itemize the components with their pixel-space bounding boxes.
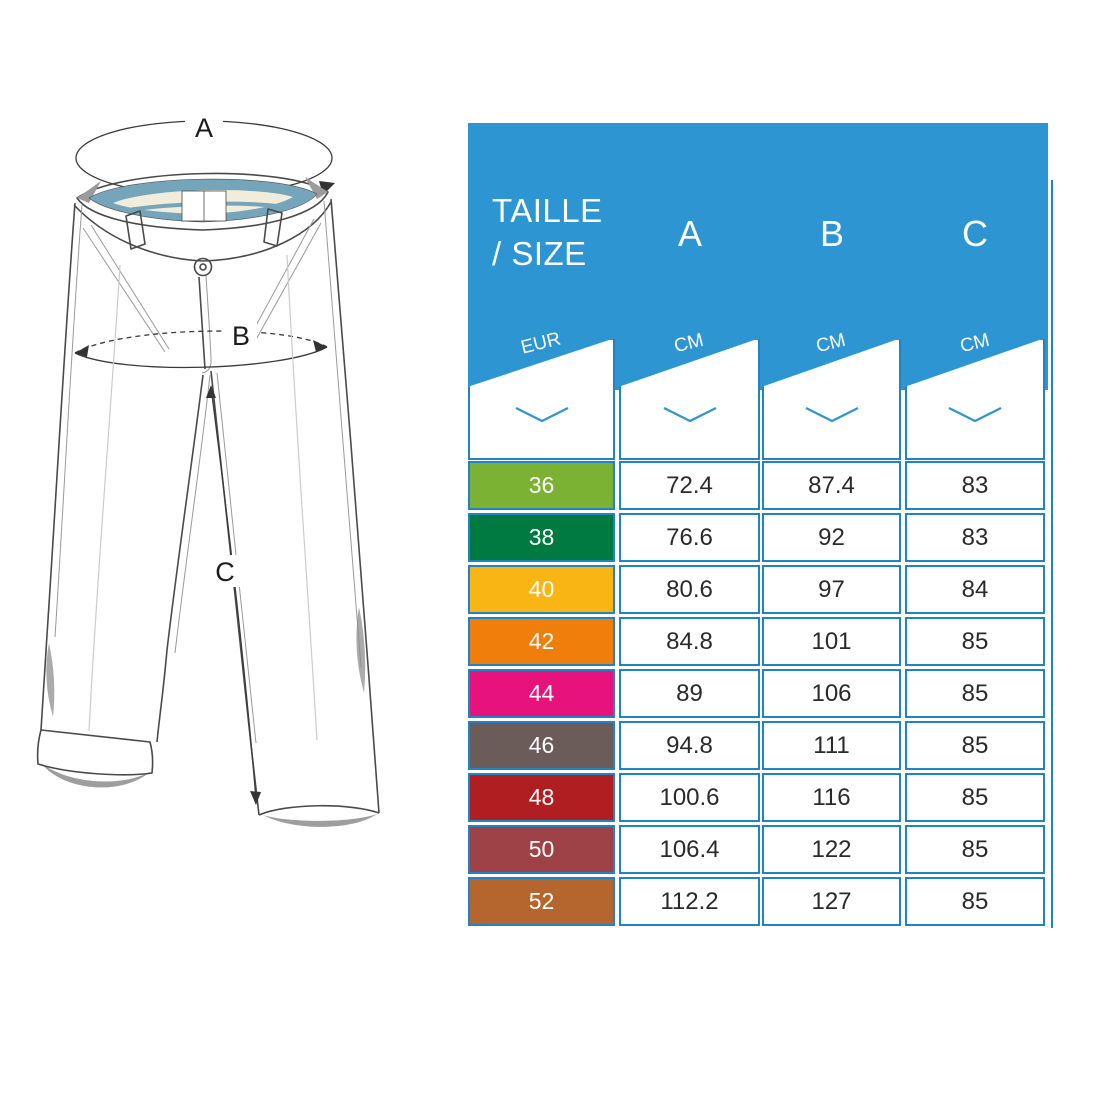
unit-label-cm-b: CM — [813, 329, 848, 358]
value-cell-b: 127 — [762, 877, 901, 926]
right-hem-shadow — [263, 814, 377, 827]
fly-line — [199, 277, 205, 369]
length-measure-line-c — [206, 385, 261, 805]
size-cell: 52 — [468, 877, 615, 926]
value-cell-b: 92 — [762, 513, 901, 562]
value-cell-b: 101 — [762, 617, 901, 666]
value-cell-a: 76.6 — [619, 513, 760, 562]
left-rolled-cuff — [38, 730, 153, 775]
value-cell-b: 111 — [762, 721, 901, 770]
pants-legs — [38, 199, 379, 827]
size-cell: 48 — [468, 773, 615, 822]
measure-label-b: B — [231, 321, 251, 351]
size-cell: 40 — [468, 565, 615, 614]
value-cell-b: 106 — [762, 669, 901, 718]
size-cell: 50 — [468, 825, 615, 874]
chevron-down-icon[interactable] — [662, 406, 718, 429]
chart-title — [492, 189, 603, 275]
value-cell-c: 85 — [905, 617, 1045, 666]
chevron-down-icon[interactable] — [804, 406, 860, 429]
column-header-a: A — [677, 213, 702, 254]
pants-diagram — [25, 95, 455, 945]
value-cell-c: 85 — [905, 721, 1045, 770]
hip-measure-ellipse-b — [75, 320, 327, 367]
value-cell-b: 116 — [762, 773, 901, 822]
value-cell-b: 122 — [762, 825, 901, 874]
chevron-down-icon[interactable] — [947, 406, 1003, 429]
value-cell-c: 85 — [905, 877, 1045, 926]
value-cell-c: 84 — [905, 565, 1045, 614]
unit-label-eur: EUR — [518, 328, 563, 359]
chart-title-line2: / SIZE — [492, 235, 587, 272]
size-chart — [468, 123, 1048, 929]
chart-right-edge-line — [1051, 180, 1053, 928]
value-cell-b: 87.4 — [762, 461, 901, 510]
measure-label-c: C — [215, 557, 235, 587]
arrowhead-c-bottom — [250, 791, 261, 805]
value-cell-a: 84.8 — [619, 617, 760, 666]
value-cell-c: 85 — [905, 669, 1045, 718]
value-cell-a: 106.4 — [619, 825, 760, 874]
size-cell: 36 — [468, 461, 615, 510]
value-cell-c: 83 — [905, 513, 1045, 562]
measure-label-a: A — [194, 113, 214, 143]
unit-label-cm-a: CM — [671, 329, 706, 358]
value-cell-a: 94.8 — [619, 721, 760, 770]
value-cell-c: 85 — [905, 825, 1045, 874]
value-cell-c: 83 — [905, 461, 1045, 510]
size-cell: 38 — [468, 513, 615, 562]
chart-title-line1: TAILLE — [492, 192, 603, 229]
column-header-c: C — [962, 213, 988, 254]
value-cell-a: 89 — [619, 669, 760, 718]
arrowhead-b-left — [75, 345, 89, 357]
unit-label-cm-c: CM — [957, 329, 992, 358]
size-cell: 44 — [468, 669, 615, 718]
value-cell-a: 72.4 — [619, 461, 760, 510]
value-cell-c: 85 — [905, 773, 1045, 822]
value-cell-a: 112.2 — [619, 877, 760, 926]
value-cell-a: 100.6 — [619, 773, 760, 822]
value-cell-b: 97 — [762, 565, 901, 614]
chevron-down-icon[interactable] — [514, 406, 570, 429]
value-cell-a: 80.6 — [619, 565, 760, 614]
belt-loop-right — [264, 209, 282, 246]
size-cell: 46 — [468, 721, 615, 770]
size-cell: 42 — [468, 617, 615, 666]
column-header-b: B — [819, 213, 844, 254]
